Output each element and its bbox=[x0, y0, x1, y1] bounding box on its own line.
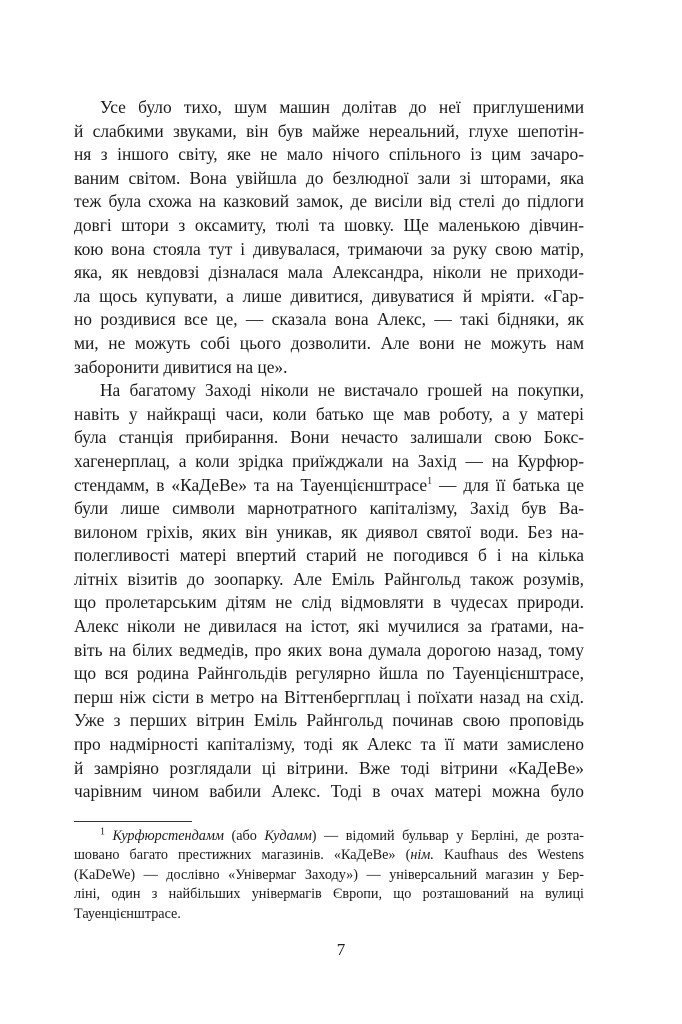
text-line: хагенерплац, а коли зрідка приїжджали на Захід — на Курфюр- bbox=[74, 450, 584, 471]
text-line: яка, як невдовзі дізналася мала Александра, ніколи не приходи- bbox=[74, 262, 584, 283]
text-line: теж була схожа на казковий замок, де висіли від стелі до підлоги bbox=[74, 191, 584, 212]
text-line: кою вона стояла тут і дивувалася, тримаючи за руку свою матір, bbox=[74, 238, 584, 259]
footnote-line: Тауенцієнштрасе. bbox=[74, 905, 181, 922]
text-line: вилоном гріхів, яких він уникав, як диявол святої води. Без на- bbox=[74, 521, 584, 542]
footnote-term-alt: Кудамм bbox=[264, 828, 312, 844]
text-line: були лише символи марнотратного капіталізму, Захід був Ва- bbox=[74, 498, 584, 519]
text-line: На багатому Заході ніколи не вистачало грошей на покупки, bbox=[100, 380, 584, 401]
footnote-reference: 1 bbox=[427, 475, 433, 487]
text-line-with-footnote bbox=[74, 474, 584, 498]
main-text bbox=[74, 96, 584, 804]
text-line: Алекс ніколи не дивилася на істот, які мучилися за ґратами, на- bbox=[74, 616, 584, 637]
text-line: що вся родина Райнгольдів регулярно йшла по Тауенцієнштрасе, bbox=[74, 663, 584, 684]
text-segment: — для її батька це bbox=[432, 474, 584, 495]
text-line: й замріяно розглядали ці вітрини. Вже тоді вітрини «КаДеВе» bbox=[74, 757, 584, 778]
text-line: ня з іншого світу, яке не мало нічого спільного із цим зачаро- bbox=[74, 144, 584, 165]
footnote-divider bbox=[74, 821, 192, 822]
footnote-term: Курфюрстендамм bbox=[112, 828, 224, 844]
text-segment: стендамм, в «КаДеВе» та на Тауенцієнштрасе bbox=[74, 474, 428, 495]
text-line: віть на білих ведмедів, про яких вона думала дорогою назад, тому bbox=[74, 639, 584, 660]
text-line: була станція прибирання. Вони нечасто залишали свою Бокс- bbox=[74, 427, 584, 448]
footnote-line bbox=[74, 827, 584, 846]
text-line: перш ніж сісти в метро на Віттенбергплац і поїхати назад на схід. bbox=[74, 686, 584, 707]
text-line: но роздивися все це, — сказала вона Алекс, — такі бідняки, як bbox=[74, 309, 584, 330]
text-line: ми, не можуть собі цього дозволити. Але вони не можуть нам bbox=[74, 332, 584, 353]
text-line: ла щось купувати, а лише дивитися, дивуватися й мріяти. «Гар- bbox=[74, 285, 584, 306]
text-line: про надмірності капіталізму, тоді як Алекс та її мати замислено bbox=[74, 734, 584, 755]
footnote-line: ліні, один з найбільших універмагів Європи, що розташований на вулиці bbox=[74, 886, 584, 903]
footnote-line bbox=[74, 846, 584, 865]
footnote-line: (KaDeWe) — дослівно «Універмаг Заходу») — універсальний магазин у Бер- bbox=[74, 866, 584, 883]
text-line: Уже з перших вітрин Еміль Райнгольд починав свою проповідь bbox=[74, 710, 584, 731]
text-line: довгі штори з оксамиту, тюлі та шовку. Ще маленькою дівчин- bbox=[74, 214, 584, 235]
text-line: що пролетарським дітям не слід відмовляти в чудесах природи. bbox=[74, 592, 584, 613]
text-line: й слабкими звуками, він був майже нереальний, глухе шепотін- bbox=[74, 120, 584, 141]
footnote-text: ) — відомий бульвар у Берліні, де розта- bbox=[311, 828, 585, 844]
text-line: ваним світом. Вона увійшла до безлюдної зали зі шторами, яка bbox=[74, 167, 584, 188]
footnote-lang-abbr: нім. bbox=[410, 847, 434, 864]
text-line: Усе було тихо, шум машин долітав до неї приглушеними bbox=[100, 97, 584, 117]
text-line: заборонити дивитися на це». bbox=[74, 356, 288, 377]
text-line: чарівним чином вабили Алекс. Тоді в очах матері можна було bbox=[74, 781, 584, 802]
text-line: навіть у найкращі часи, коли батько ще мав роботу, а у матері bbox=[74, 403, 584, 424]
footnote-marker: 1 bbox=[100, 826, 105, 838]
footnote-text: Kaufhaus des Westens bbox=[433, 847, 585, 864]
text-line: літніх візитів до зоопарку. Але Еміль Райнгольд також розумів, bbox=[74, 568, 584, 589]
footnote bbox=[74, 827, 584, 924]
footnote-text: (або bbox=[223, 828, 265, 844]
page-number: 7 bbox=[336, 940, 346, 959]
text-line: полегливості матері впертий старий не погодився б і на кілька bbox=[74, 545, 584, 566]
footnote-text: шовано багато престижних магазинів. «КаДеВе» ( bbox=[74, 847, 411, 864]
